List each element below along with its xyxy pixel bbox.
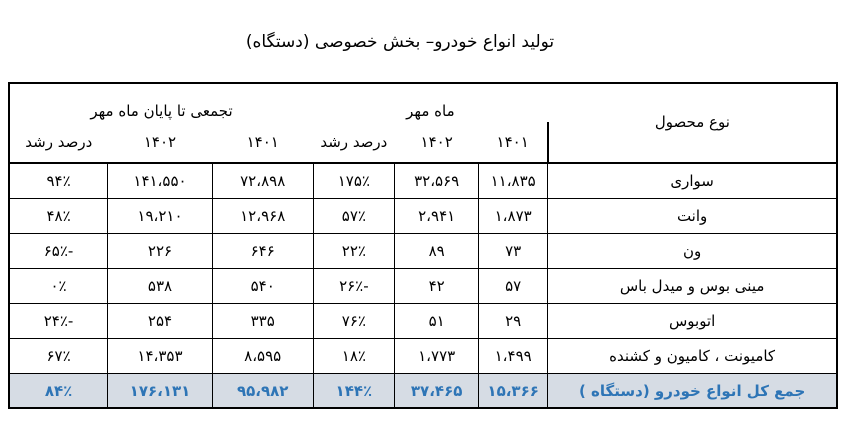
cell-month-1402: ۱،۷۷۳ [395, 339, 479, 374]
row-name: ون [548, 234, 837, 269]
cell-month-1401: ۲۹ [479, 304, 548, 339]
cell-cum-1402: ۲۵۴ [108, 304, 213, 339]
cell-month-growth: ۷۶٪ [313, 304, 395, 339]
total-row [9, 374, 837, 409]
total-cum-1401: ۹۵،۹۸۲ [212, 374, 313, 409]
cell-cum-1402: ۱۴۱،۵۵۰ [108, 163, 213, 199]
header-month-1402: ۱۴۰۲ [420, 133, 453, 151]
cell-month-growth: ۵۷٪ [313, 199, 395, 234]
header-month: ماه مهر [406, 102, 455, 120]
cell-month-growth: ۲۲٪ [313, 234, 395, 269]
cell-month-1401: ۱۱،۸۳۵ [479, 163, 548, 199]
cell-cum-1402: ۱۴،۳۵۳ [108, 339, 213, 374]
cell-month-1402: ۸۹ [395, 234, 479, 269]
header-product-type: نوع محصول [548, 83, 837, 163]
row-name: وانت [548, 199, 837, 234]
cell-cum-growth: ۴۸٪ [9, 199, 108, 234]
cell-cum-1401: ۱۲،۹۶۸ [212, 199, 313, 234]
table-row [9, 339, 837, 374]
cell-month-growth: -۲۶٪ [313, 269, 395, 304]
total-name: جمع کل انواع خودرو (دستگاه ) [548, 374, 837, 409]
total-month-growth: ۱۴۴٪ [313, 374, 395, 409]
row-name: کامیونت ، کامیون و کشنده [548, 339, 837, 374]
cell-cum-growth: ۶۷٪ [9, 339, 108, 374]
table-row [9, 234, 837, 269]
cell-cum-1402: ۱۹،۲۱۰ [108, 199, 213, 234]
cell-month-1401: ۷۳ [479, 234, 548, 269]
production-table [8, 82, 838, 409]
cell-cum-growth: -۶۵٪ [9, 234, 108, 269]
header-cumulative: تجمعی تا پایان ماه مهر [9, 83, 313, 122]
header-month-1401: ۱۴۰۱ [479, 122, 548, 163]
cell-month-growth: ۱۷۵٪ [313, 163, 395, 199]
header-cum-1402: ۱۴۰۲ [143, 133, 177, 151]
cell-month-1402: ۴۲ [395, 269, 479, 304]
cell-month-growth: ۱۸٪ [313, 339, 395, 374]
cell-cum-growth: ۹۴٪ [9, 163, 108, 199]
cell-cum-1402: ۵۳۸ [108, 269, 213, 304]
total-cum-1402: ۱۷۶،۱۳۱ [108, 374, 213, 409]
cell-cum-1401: ۸،۵۹۵ [212, 339, 313, 374]
total-month-1402: ۳۷،۴۶۵ [395, 374, 479, 409]
table-row [9, 304, 837, 339]
row-name: مینی بوس و میدل باس [548, 269, 837, 304]
cell-cum-1402: ۲۲۶ [108, 234, 213, 269]
cell-cum-1401: ۷۲،۸۹۸ [212, 163, 313, 199]
cell-cum-growth: -۲۴٪ [9, 304, 108, 339]
header-cum-1401: ۱۴۰۱ [246, 133, 279, 151]
table-title: تولید انواع خودرو– بخش خصوصی (دستگاه) [245, 32, 555, 52]
cell-cum-1401: ۶۴۶ [212, 234, 313, 269]
header-month-growth: درصد رشد [320, 133, 388, 151]
cell-cum-1401: ۳۳۵ [212, 304, 313, 339]
cell-month-1401: ۱،۴۹۹ [479, 339, 548, 374]
cell-month-1402: ۳۲،۵۶۹ [395, 163, 479, 199]
cell-month-1402: ۲،۹۴۱ [395, 199, 479, 234]
total-cum-growth: ۸۴٪ [9, 374, 108, 409]
cell-month-1401: ۱،۸۷۳ [479, 199, 548, 234]
cell-cum-growth: ۰٪ [9, 269, 108, 304]
cell-month-1402: ۵۱ [395, 304, 479, 339]
table-row [9, 269, 837, 304]
header-cum-growth: درصد رشد [9, 122, 108, 163]
total-month-1401: ۱۵،۳۶۶ [479, 374, 548, 409]
row-name: اتوبوس [548, 304, 837, 339]
row-name: سواری [548, 163, 837, 199]
table-row [9, 199, 837, 234]
cell-month-1401: ۵۷ [479, 269, 548, 304]
table-row [9, 163, 837, 199]
cell-cum-1401: ۵۴۰ [212, 269, 313, 304]
